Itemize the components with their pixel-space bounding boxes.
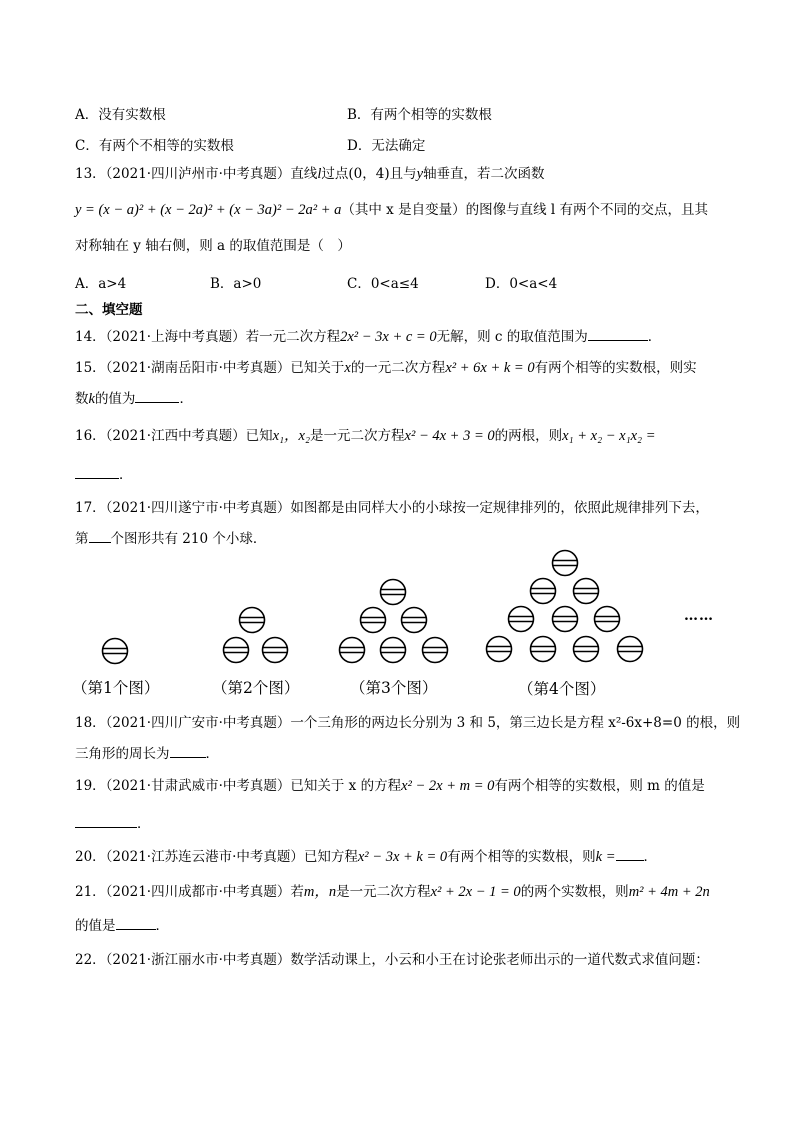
answer-blank[interactable] bbox=[588, 326, 648, 341]
q22-line1: 22．（2021·浙江丽水市·中考真题）数学活动课上，小云和小王在讨论张老师出示的一道代数式求值问题： bbox=[75, 952, 709, 968]
q21-line2: 的值是 ． bbox=[75, 915, 169, 935]
answer-blank[interactable] bbox=[616, 846, 644, 861]
q13-formula: y = (x − a)² + (x − 2a)² + (x − 3a)² − 2a² + a bbox=[75, 202, 342, 218]
caption-figure-4: （第4个图） bbox=[518, 680, 606, 698]
figure-2-balls bbox=[224, 608, 288, 663]
q12-option-d: D．无法确定 bbox=[347, 138, 426, 154]
answer-blank[interactable] bbox=[75, 813, 137, 828]
figure-4-balls bbox=[487, 551, 643, 662]
q13-option-a: A．a>4 bbox=[75, 276, 127, 292]
q12-option-b: B．有两个相等的实数根 bbox=[347, 107, 492, 123]
answer-blank[interactable] bbox=[116, 915, 156, 930]
section-title: 二、填空题 bbox=[75, 302, 143, 318]
ball-pattern-figure bbox=[0, 545, 794, 665]
answer-blank[interactable] bbox=[89, 528, 111, 543]
figure-1-balls bbox=[103, 639, 128, 664]
q13-option-c: C．0<a≤4 bbox=[347, 276, 419, 292]
figure-3-balls bbox=[340, 580, 448, 663]
q20-line: 20．（2021·江苏连云港市·中考真题）已知方程x² − 3x + k = 0有两个相等的实数根，则k = ． bbox=[75, 846, 657, 866]
q18-line2: 三角形的周长为 ． bbox=[75, 743, 219, 763]
q19-line1: 19．（2021·甘肃武威市·中考真题）已知关于 x 的方程x² − 2x + m = 0有两个相等的实数根，则 m 的值是 bbox=[75, 778, 705, 794]
q15-line1: 15．（2021·湖南岳阳市·中考真题）已知关于x的一元二次方程x² + 6x + k = 0有两个相等的实数根，则实 bbox=[75, 360, 697, 376]
q14-line: 14．（2021·上海中考真题）若一元二次方程2x² − 3x + c = 0无解，则 c 的取值范围为 ． bbox=[75, 326, 661, 346]
q13-option-b: B．a>0 bbox=[210, 276, 262, 292]
q17-line2: 第 个图形共有 210 个小球． bbox=[75, 528, 266, 548]
q12-option-c: C．有两个不相等的实数根 bbox=[75, 138, 234, 154]
q16-line2: ． bbox=[75, 464, 133, 484]
q13-line1: 13．（2021·四川泸州市·中考真题）直线l过点(0，4)且与y轴垂直，若二次函数 bbox=[75, 166, 545, 182]
caption-figure-3: （第3个图） bbox=[350, 679, 438, 697]
q18-line1: 18．（2021·四川广安市·中考真题）一个三角形的两边长分别为 3 和 5，第三边长是方程 x²-6x+8=0 的根，则 bbox=[75, 715, 741, 731]
q19-line2: ． bbox=[75, 813, 151, 833]
q13-line2: y = (x − a)² + (x − 2a)² + (x − 3a)² − 2a² + a（其中 x 是自变量）的图像与直线 l 有两个不同的交点，且其 bbox=[75, 202, 708, 218]
q13-option-d: D．0<a<4 bbox=[485, 276, 558, 292]
q13-line3: 对称轴在 y 轴右侧，则 a 的取值范围是（ ） bbox=[75, 238, 351, 254]
caption-figure-2: （第2个图） bbox=[212, 679, 300, 697]
q17-line1: 17．（2021·四川遂宁市·中考真题）如图都是由同样大小的小球按一定规律排列的，依照此规律排列下去， bbox=[75, 500, 709, 516]
answer-blank[interactable] bbox=[135, 388, 179, 403]
q12-option-a: A．没有实数根 bbox=[75, 107, 166, 123]
ellipsis: …… bbox=[684, 608, 714, 624]
answer-blank[interactable] bbox=[170, 743, 206, 758]
q21-line1: 21．（2021·四川成都市·中考真题）若m，n是一元二次方程x² + 2x − 1 = 0的两个实数根，则m² + 4m + 2n bbox=[75, 884, 710, 900]
answer-blank[interactable] bbox=[75, 464, 119, 479]
caption-figure-1: （第1个图） bbox=[72, 679, 160, 697]
q15-line2: 数k的值为 ． bbox=[75, 388, 193, 408]
q16-line1: 16．（2021·江西中考真题）已知x₁，x₂是一元二次方程x² − 4x + 3 = 0的两根，则x₁ + x₂ − x₁x₂ = bbox=[75, 428, 656, 444]
